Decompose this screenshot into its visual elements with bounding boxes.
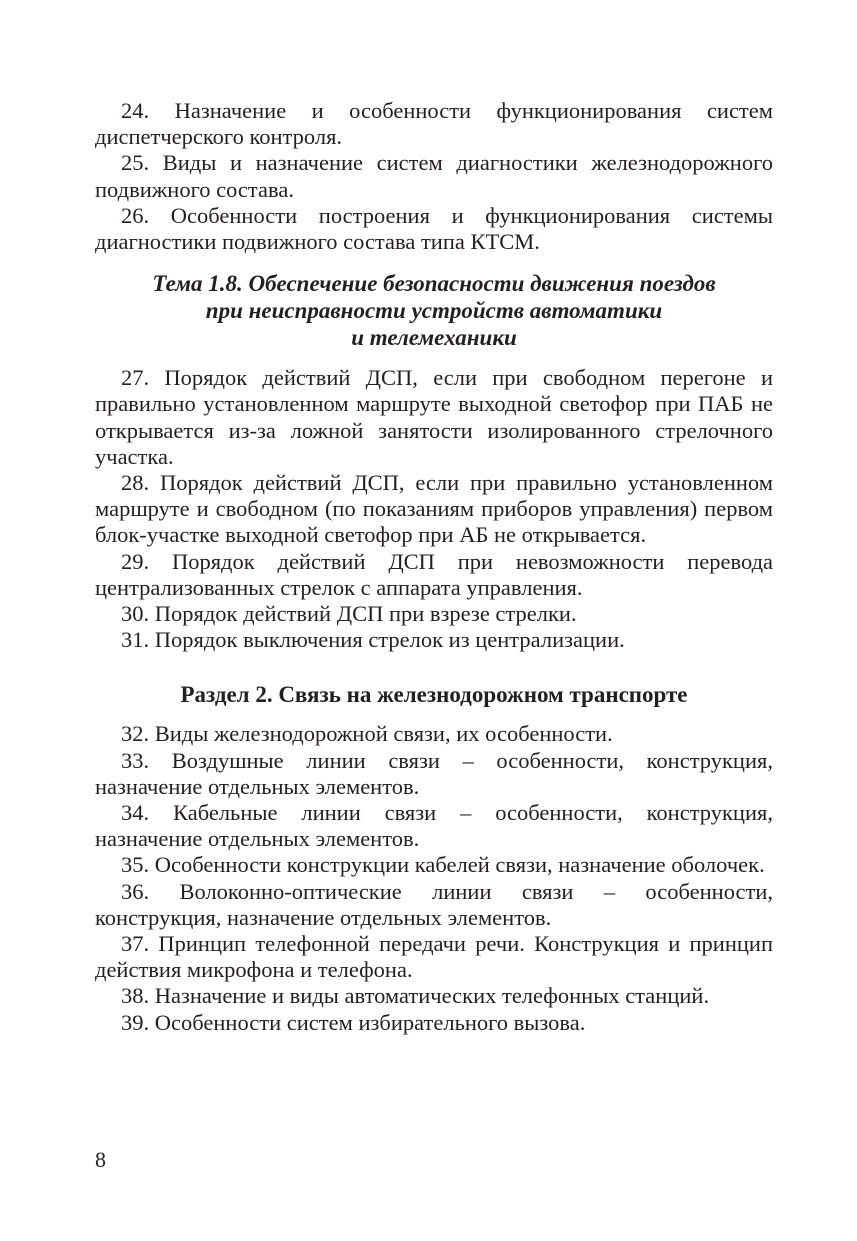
list-item: 32. Виды железнодорожной связи, их особенности.: [121, 721, 613, 747]
section-heading: Раздел 2. Связь на железнодорожном транспорте: [180, 682, 688, 708]
topic-heading: [95, 270, 773, 351]
list-item: 27. Порядок действий ДСП, если при свободном перегоне и правильно установленном маршруте выходной светофор при ПАБ не открывается из-за ложной занятости изолированного стрелочного участка.: [95, 365, 773, 469]
page-number: 8: [95, 1147, 106, 1172]
list-item: 33. Воздушные линии связи – особенности, конструкция, назначение отдельных элементов.: [95, 747, 773, 799]
list-item: 29. Порядок действий ДСП при невозможности перевода централизованных стрелок с аппарата управления.: [95, 548, 773, 600]
page-body: [95, 98, 773, 1036]
list-item: 36. Волоконно-оптические линии связи – особенности, конструкция, назначение отдельных элементов.: [95, 878, 773, 930]
list-item: 24. Назначение и особенности функционирования систем диспетчерского контроля.: [95, 98, 773, 150]
list-item: 25. Виды и назначение систем диагностики железнодорожного подвижного состава.: [95, 150, 773, 202]
list-item: 28. Порядок действий ДСП, если при правильно установленном маршруте и свободном (по показаниям приборов управления) первом блок-участке выходной светофор при АБ не открывается.: [95, 470, 773, 548]
list-item: 37. Принцип телефонной передачи речи. Конструкция и принцип действия микрофона и телефона.: [95, 931, 773, 983]
topic-heading-line: при неисправности устройств автоматики: [205, 298, 663, 324]
topic-heading-line: и телемеханики: [351, 325, 517, 351]
list-item: 30. Порядок действий ДСП при взрезе стрелки.: [121, 601, 577, 627]
list-item: 31. Порядок выключения стрелок из централизации.: [121, 627, 625, 653]
topic-heading-line: Тема 1.8. Обеспечение безопасности движения поездов: [152, 271, 716, 297]
list-item: 34. Кабельные линии связи – особенности, конструкция, назначение отдельных элементов.: [95, 800, 773, 852]
list-item: 39. Особенности систем избирательного вызова.: [121, 1009, 586, 1035]
list-item: 38. Назначение и виды автоматических телефонных станций.: [121, 983, 710, 1009]
list-item: 35. Особенности конструкции кабелей связи, назначение оболочек.: [121, 852, 765, 878]
list-item: 26. Особенности построения и функционирования системы диагностики подвижного состава типа КТСМ.: [95, 202, 773, 255]
